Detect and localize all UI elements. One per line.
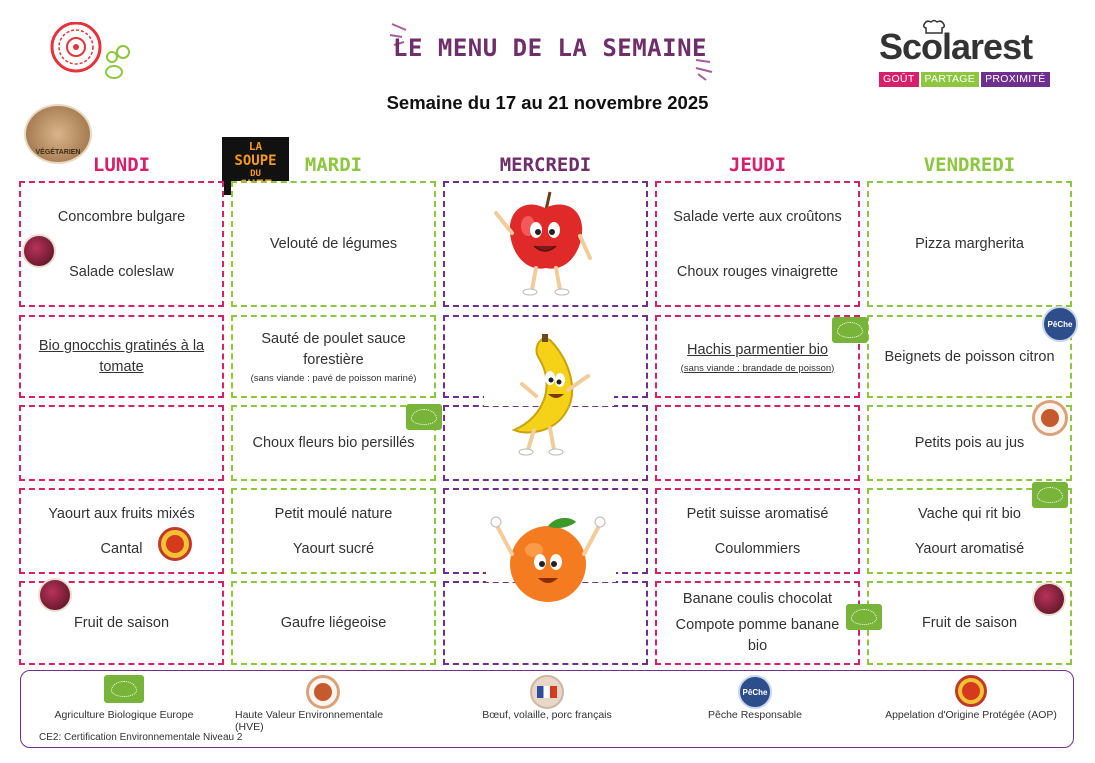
legend-label: Agriculture Biologique Europe xyxy=(54,709,194,721)
week-subtitle: Semaine du 17 au 21 novembre 2025 xyxy=(386,92,709,113)
fruit-de-saison-icon xyxy=(1032,582,1066,616)
brand-tag: PARTAGE xyxy=(921,72,980,87)
menu-item: Sauté de poulet sauce forestière xyxy=(261,331,406,368)
menu-cell-mardi-4 xyxy=(231,488,436,574)
peche-responsable-icon xyxy=(1042,306,1078,342)
menu-item: Petits pois au jus xyxy=(914,435,1025,451)
legend-item-aop xyxy=(873,675,1069,721)
menu-cell-mardi-2 xyxy=(231,315,436,398)
menu-item: Salade coleslaw xyxy=(69,263,174,280)
menu-item: Coulommiers xyxy=(714,540,801,557)
orange-character-icon xyxy=(486,506,616,614)
menu-cell-vendredi-2 xyxy=(867,315,1072,398)
menu-item: Banane coulis chocolat xyxy=(682,591,833,607)
legend-note: CE2: Certification Environnementale Niveau 2 xyxy=(39,732,243,743)
brand-tagline xyxy=(879,72,1052,87)
menu-cell-lundi-4 xyxy=(19,488,224,574)
brand-name: Scolarest xyxy=(879,26,1033,67)
menu-cell-vendredi-1 xyxy=(867,181,1072,307)
day-header-mercredi: MERCREDI xyxy=(499,154,592,176)
menu-item-note: (sans viande : brandade de poisson) xyxy=(680,362,835,374)
menu-item: Hachis parmentier bio xyxy=(686,341,829,358)
menu-item: Choux fleurs bio persillés xyxy=(252,435,415,451)
menu-item: Fruit de saison xyxy=(73,615,170,631)
vegetarien-label: VÉGÉTARIEN xyxy=(35,149,81,156)
menu-item: Gaufre liégeoise xyxy=(280,615,387,631)
menu-cell-mardi-5 xyxy=(231,581,436,665)
menu-cell-jeudi-2 xyxy=(655,315,860,398)
menu-item: Fruit de saison xyxy=(921,615,1018,631)
menu-item: Vache qui rit bio xyxy=(918,505,1021,522)
menu-item: Velouté de légumes xyxy=(269,236,398,252)
bio-label-icon xyxy=(406,404,442,430)
soupe-line: DU xyxy=(250,168,261,179)
menu-item: Beignets de poisson citron xyxy=(884,348,1055,365)
bio-label-icon xyxy=(846,604,882,630)
bio-label-icon xyxy=(1032,482,1068,508)
aop-label-icon xyxy=(158,527,192,561)
day-header-mardi: MARDI xyxy=(304,154,363,176)
fruit-de-saison-icon xyxy=(22,234,56,268)
scolarest-seal-icon xyxy=(48,22,138,86)
menu-item: Petit moulé nature xyxy=(274,505,393,522)
menu-item: Petit suisse aromatisé xyxy=(686,505,829,522)
hve-label-icon xyxy=(1032,400,1068,436)
day-header-lundi: LUNDI xyxy=(92,154,151,176)
legend-item-peche xyxy=(685,675,825,721)
menu-cell-jeudi-5 xyxy=(655,581,860,665)
label-legend xyxy=(20,670,1074,748)
page-title: LE MENU DE LA SEMAINE xyxy=(393,34,707,62)
peche-label: PêChe xyxy=(1047,319,1073,329)
day-header-jeudi: JEUDI xyxy=(728,154,787,176)
legend-label: Pêche Responsable xyxy=(708,709,802,721)
menu-item: Concombre bulgare xyxy=(57,208,186,225)
menu-item: Yaourt aux fruits mixés xyxy=(48,505,195,522)
legend-item-bio xyxy=(41,675,207,721)
menu-cell-lundi-3 xyxy=(19,405,224,481)
menu-cell-jeudi-1 xyxy=(655,181,860,307)
menu-item: Compote pomme banane bio xyxy=(675,617,840,654)
legend-item-viande-francaise xyxy=(467,675,627,721)
fruit-de-saison-icon xyxy=(38,578,72,612)
menu-item: Yaourt aromatisé xyxy=(914,540,1025,557)
banana-character-icon xyxy=(484,334,614,458)
menu-item: Cantal xyxy=(100,540,143,557)
legend-label: Haute Valeur Environnementale (HVE) xyxy=(235,709,384,733)
hve-label-icon xyxy=(306,675,340,709)
peche-responsable-icon xyxy=(738,675,772,709)
menu-item: Bio gnocchis gratinés à la tomate xyxy=(38,337,205,375)
brand-tag: PROXIMITÉ xyxy=(981,72,1049,87)
legend-item-hve xyxy=(235,675,411,733)
soupe-line: LA xyxy=(248,139,263,153)
legend-label: Bœuf, volaille, porc français xyxy=(482,709,612,721)
day-header-vendredi: VENDREDI xyxy=(923,154,1016,176)
menu-item: Pizza margherita xyxy=(915,236,1024,252)
peche-label: PêChe xyxy=(742,687,768,697)
soupe-line: SOUPE xyxy=(234,152,277,169)
menu-cell-jeudi-4 xyxy=(655,488,860,574)
menu-cell-jeudi-3 xyxy=(655,405,860,481)
apple-character-icon xyxy=(490,188,600,298)
bio-label-icon xyxy=(832,317,868,343)
aop-label-icon xyxy=(955,675,987,707)
menu-item: Choux rouges vinaigrette xyxy=(676,263,839,280)
menu-item: Yaourt sucré xyxy=(292,540,375,557)
brand-tag: GOÛT xyxy=(879,72,919,87)
menu-cell-mardi-1 xyxy=(231,181,436,307)
menu-item-note: (sans viande : pavé de poisson mariné) xyxy=(250,373,417,384)
menu-item: Salade verte aux croûtons xyxy=(673,208,842,225)
viande-francaise-icon xyxy=(530,675,564,709)
legend-label: Appelation d'Origine Protégée (AOP) xyxy=(885,709,1057,721)
menu-cell-lundi-2 xyxy=(19,315,224,398)
bio-label-icon xyxy=(104,675,144,703)
